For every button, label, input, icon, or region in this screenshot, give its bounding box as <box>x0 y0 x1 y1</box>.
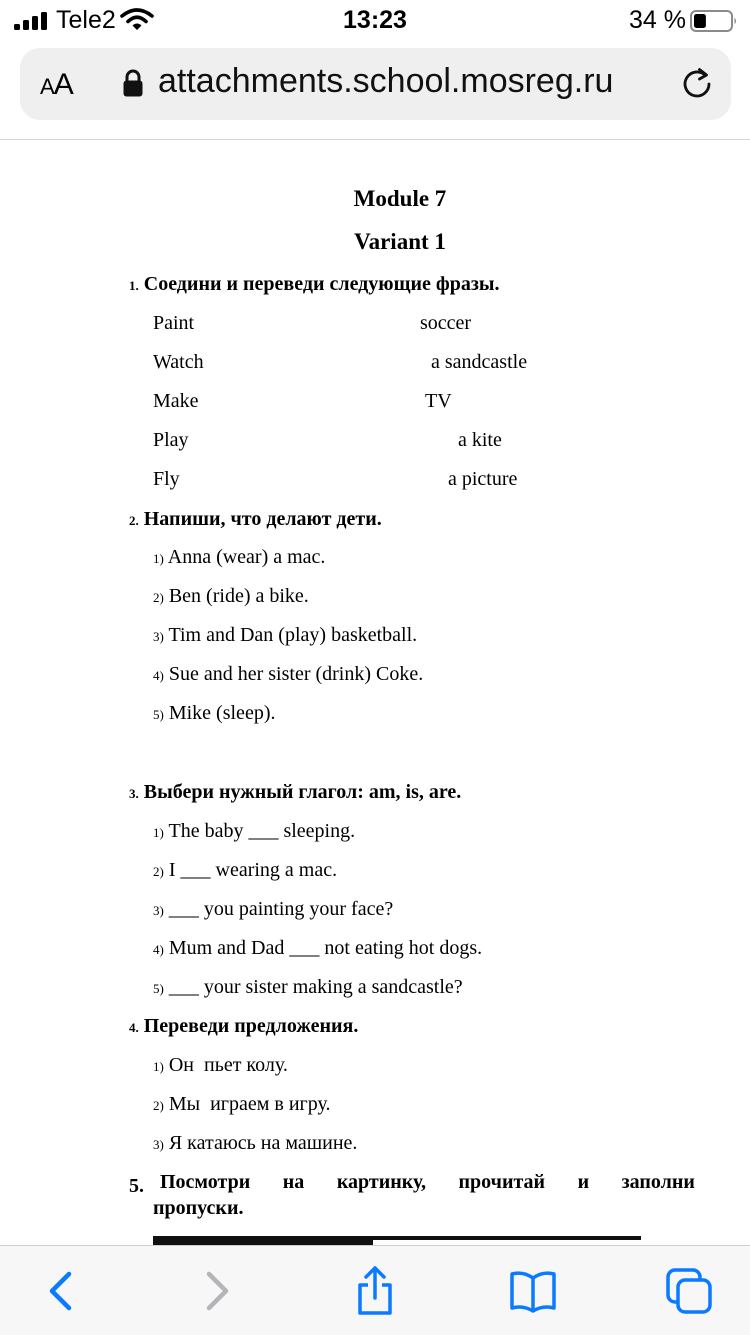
task-2-item: 4) Sue and her sister (drink) Coke. <box>153 663 424 685</box>
task-5-heading-line-1: Посмотри на картинку, прочитай и заполни <box>160 1171 695 1193</box>
text-size-button[interactable]: AA <box>40 68 73 101</box>
task-1-left-word: Make <box>153 390 199 412</box>
bottom-toolbar <box>0 1245 750 1335</box>
module-title: Module 7 <box>353 186 447 211</box>
share-icon[interactable] <box>350 1266 400 1316</box>
task-3-item: 2) I ___ wearing a mac. <box>153 859 338 881</box>
chevron-right-icon[interactable] <box>192 1266 242 1316</box>
carrier-name: Tele2 <box>56 6 116 34</box>
task-4-item: 1) Он пьет колу. <box>153 1054 288 1076</box>
chevron-left-icon[interactable] <box>36 1266 86 1316</box>
task-5-picture <box>153 1236 641 1245</box>
task-1-right-word: TV <box>425 390 452 412</box>
task-5-heading-line-2: пропуски. <box>153 1197 244 1219</box>
reload-icon[interactable] <box>679 66 715 102</box>
address-bar[interactable] <box>20 48 731 120</box>
task-1-right-word: soccer <box>420 312 472 334</box>
battery-icon <box>690 10 738 32</box>
status-bar <box>0 0 750 42</box>
task-1-left-word: Fly <box>153 468 180 490</box>
task-5-number: 5. <box>129 1175 144 1197</box>
task-1-left-word: Watch <box>153 351 204 373</box>
task-1-heading: 1. Соедини и переведи следующие фразы. <box>129 273 500 295</box>
task-1-left-word: Paint <box>153 312 195 334</box>
task-1-left-word: Play <box>153 429 189 451</box>
task-3-item: 3) ___ you painting your face? <box>153 898 394 920</box>
task-1-right-word: a sandcastle <box>431 351 528 373</box>
task-2-item: 1) Anna (wear) a mac. <box>153 546 326 568</box>
variant-title: Variant 1 <box>354 229 446 254</box>
task-2-item: 2) Ben (ride) a bike. <box>153 585 309 607</box>
task-1-right-word: a kite <box>458 429 502 451</box>
book-icon[interactable] <box>508 1266 558 1316</box>
lock-icon <box>122 68 144 98</box>
task-4-item: 3) Я катаюсь на машине. <box>153 1132 358 1154</box>
task-3-item: 5) ___ your sister making a sandcastle? <box>153 976 463 998</box>
task-2-heading: 2. Напиши, что делают дети. <box>129 508 382 530</box>
battery-percent: 34 % <box>629 6 686 34</box>
task-4-item: 2) Мы играем в игру. <box>153 1093 331 1115</box>
url-text[interactable]: attachments.school.mosreg.ru <box>158 62 614 100</box>
task-3-heading: 3. Выбери нужный глагол: am, is, are. <box>129 781 462 803</box>
task-2-item: 5) Mike (sleep). <box>153 702 276 724</box>
task-4-heading: 4. Переведи предложения. <box>129 1015 359 1037</box>
document-page <box>0 140 750 1245</box>
task-1-right-word: a picture <box>448 468 518 490</box>
clock: 13:23 <box>343 6 407 34</box>
task-3-item: 1) The baby ___ sleeping. <box>153 820 356 842</box>
tabs-icon[interactable] <box>664 1266 714 1316</box>
task-3-item: 4) Mum and Dad ___ not eating hot dogs. <box>153 937 483 959</box>
task-2-item: 3) Tim and Dan (play) basketball. <box>153 624 418 646</box>
